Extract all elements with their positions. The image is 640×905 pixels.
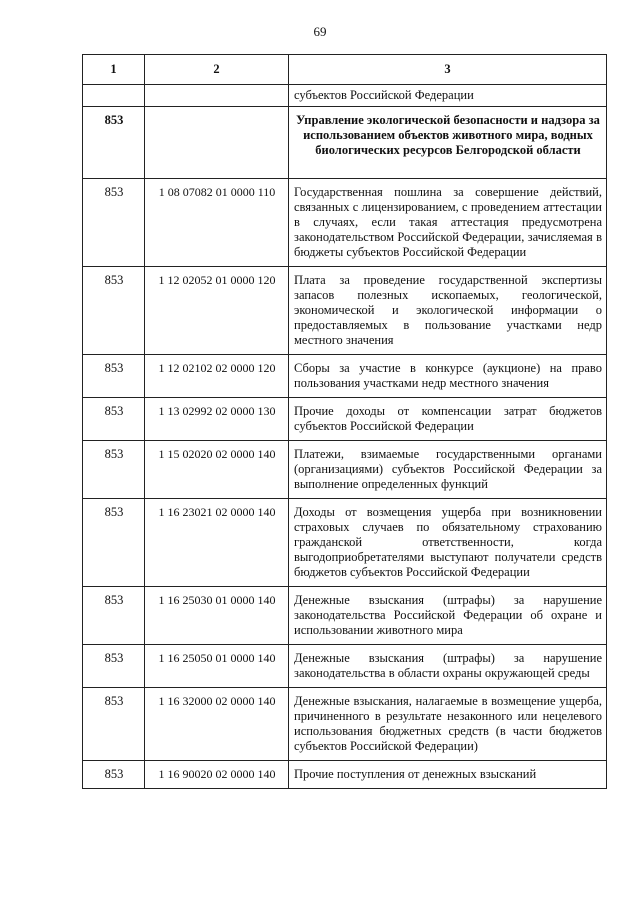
admin-code-cell: 853 (83, 355, 145, 398)
revenue-code-cell: 1 12 02052 01 0000 120 (145, 267, 289, 355)
table-row (83, 441, 607, 499)
table-row (83, 499, 607, 587)
admin-code-cell: 853 (83, 688, 145, 761)
revenue-code-cell: 1 16 32000 02 0000 140 (145, 688, 289, 761)
section-title: Управление экологической безопасности и надзора за использованием объектов животного мира, водных биологических ресурсов Белгородской области (289, 107, 607, 179)
continuation-code-cell (145, 85, 289, 107)
section-heading-row (83, 107, 607, 179)
table-row (83, 179, 607, 267)
admin-code-cell: 853 (83, 761, 145, 789)
revenue-code-cell: 1 13 02992 02 0000 130 (145, 398, 289, 441)
section-admin-code: 853 (83, 107, 145, 179)
description-cell: Прочие поступления от денежных взысканий (289, 761, 607, 789)
column-header-1: 1 (83, 55, 145, 85)
column-header-2: 2 (145, 55, 289, 85)
table-row (83, 761, 607, 789)
description-cell: Сборы за участие в конкурсе (аукционе) на право пользования участками недр местного значения (289, 355, 607, 398)
continuation-row (83, 85, 607, 107)
table-row (83, 355, 607, 398)
admin-code-cell: 853 (83, 587, 145, 645)
revenue-codes-table (82, 54, 607, 789)
description-cell: Государственная пошлина за совершение действий, связанных с лицензированием, с проведением аттестации в случаях, если такая аттестация предусмотрена законодательством Российской Федерации, зачисляемая в бюджеты субъектов Российской Федерации (289, 179, 607, 267)
revenue-code-cell: 1 12 02102 02 0000 120 (145, 355, 289, 398)
table-row (83, 587, 607, 645)
admin-code-cell: 853 (83, 398, 145, 441)
admin-code-cell: 853 (83, 267, 145, 355)
page-number: 69 (313, 24, 327, 39)
description-cell: Доходы от возмещения ущерба при возникновении страховых случаев по обязательному страхованию гражданской ответственности, когда выгодоприобретателями выступают получатели средств бюджетов субъектов Российской Федерации (289, 499, 607, 587)
table-row (83, 398, 607, 441)
admin-code-cell: 853 (83, 179, 145, 267)
description-cell: Прочие доходы от компенсации затрат бюджетов субъектов Российской Федерации (289, 398, 607, 441)
revenue-code-cell: 1 08 07082 01 0000 110 (145, 179, 289, 267)
revenue-code-cell: 1 16 23021 02 0000 140 (145, 499, 289, 587)
table-row (83, 688, 607, 761)
admin-code-cell: 853 (83, 441, 145, 499)
description-cell: Плата за проведение государственной экспертизы запасов полезных ископаемых, геологической, экономической и экологической информации о предоставляемых в пользование участками недр местного значения (289, 267, 607, 355)
revenue-code-cell: 1 16 25050 01 0000 140 (145, 645, 289, 688)
table-row (83, 267, 607, 355)
continuation-desc-cell: субъектов Российской Федерации (289, 85, 607, 107)
description-cell: Денежные взыскания (штрафы) за нарушение законодательства в области охраны окружающей среды (289, 645, 607, 688)
description-cell: Платежи, взимаемые государственными органами (организациями) субъектов Российской Федерации за выполнение определенных функций (289, 441, 607, 499)
admin-code-cell: 853 (83, 499, 145, 587)
column-header-3: 3 (289, 55, 607, 85)
table-header-row (83, 55, 607, 85)
revenue-code-cell: 1 16 25030 01 0000 140 (145, 587, 289, 645)
revenue-code-cell: 1 15 02020 02 0000 140 (145, 441, 289, 499)
continuation-admin-cell (83, 85, 145, 107)
table-row (83, 645, 607, 688)
admin-code-cell: 853 (83, 645, 145, 688)
description-cell: Денежные взыскания, налагаемые в возмещение ущерба, причиненного в результате незаконного или нецелевого использования бюджетных средств (в части бюджетов субъектов Российской Федерации) (289, 688, 607, 761)
section-empty-cell (145, 107, 289, 179)
description-cell: Денежные взыскания (штрафы) за нарушение законодательства Российской Федерации об охране и использовании животного мира (289, 587, 607, 645)
revenue-code-cell: 1 16 90020 02 0000 140 (145, 761, 289, 789)
